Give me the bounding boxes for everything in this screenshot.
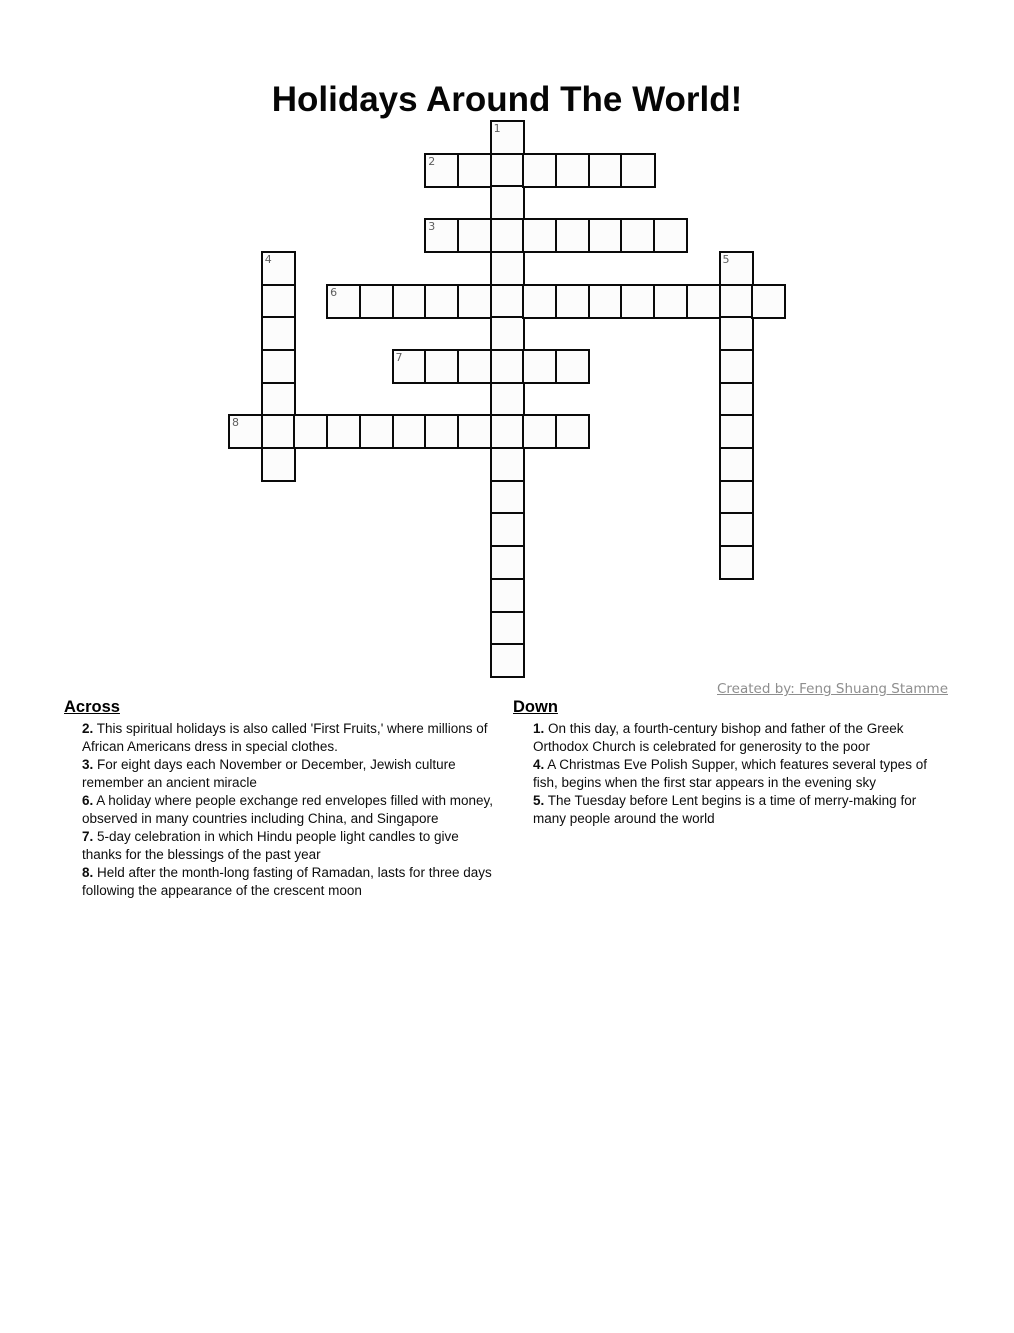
crossword-cell[interactable] [719,512,754,547]
clue-down-5 [533,792,948,828]
clue-number: 4. [533,757,545,772]
crossword-cell[interactable] [588,284,623,319]
across-clues [64,720,502,900]
down-clues [513,720,948,828]
crossword-cell[interactable] [261,349,296,384]
crossword-cell[interactable] [261,447,296,482]
crossword-cell[interactable] [555,153,590,188]
clue-text: Held after the month-long fasting of Ramadan, lasts for three days following the appearance of the crescent moon [82,865,492,898]
crossword-cell[interactable] [424,153,459,188]
crossword-cell[interactable] [653,218,688,253]
crossword-cell[interactable] [490,185,525,220]
crossword-cell[interactable] [588,218,623,253]
cell-number: 7 [395,350,403,364]
clue-across-6 [82,792,502,828]
crossword-cell[interactable] [392,414,427,449]
clue-down-1 [533,720,948,756]
clue-text: On this day, a fourth-century bishop and father of the Greek Orthodox Church is celebrated for generosity to the poor [533,721,904,754]
crossword-cell[interactable] [490,153,525,188]
crossword-cell[interactable] [490,349,525,384]
cell-number: 2 [428,154,436,168]
crossword-cell[interactable] [522,349,557,384]
crossword-cell[interactable] [522,414,557,449]
crossword-cell[interactable] [490,414,525,449]
crossword-grid [228,120,787,679]
crossword-cell[interactable] [522,284,557,319]
cell-number: 1 [493,122,501,135]
crossword-cell[interactable] [424,349,459,384]
crossword-cell[interactable] [490,218,525,253]
crossword-cell[interactable] [719,447,754,482]
crossword-cell[interactable] [490,382,525,417]
clue-number: 1. [533,721,545,736]
crossword-cell[interactable] [457,284,492,319]
crossword-cell[interactable] [751,284,786,319]
clue-text: The Tuesday before Lent begins is a time of merry-making for many people around the world [533,793,917,826]
across-heading: Across [64,698,120,716]
crossword-cell[interactable] [490,120,525,155]
crossword-cell[interactable] [555,349,590,384]
crossword-cell[interactable] [457,153,492,188]
crossword-cell[interactable] [293,414,328,449]
clue-number: 8. [82,865,94,880]
clue-number: 2. [82,721,94,736]
crossword-cell[interactable] [392,349,427,384]
crossword-cell[interactable] [719,251,754,286]
down-heading: Down [513,698,558,716]
clue-number: 3. [82,757,94,772]
across-section [64,698,509,900]
clue-text: A holiday where people exchange red envelopes filled with money, observed in many countries including China, and Singapore [82,793,494,826]
crossword-cell[interactable] [555,414,590,449]
crossword-cell[interactable] [719,382,754,417]
crossword-cell[interactable] [490,578,525,613]
cell-number: 8 [232,416,239,430]
crossword-cell[interactable] [457,414,492,449]
clue-text: This spiritual holidays is also called 'First Fruits,' where millions of African Americans dress in special clothes. [82,721,488,754]
crossword-cell[interactable] [719,414,754,449]
crossword-cell[interactable] [490,480,525,515]
crossword-cell[interactable] [719,284,754,319]
crossword-cell[interactable] [490,316,525,351]
crossword-cell[interactable] [490,545,525,580]
cell-number: 3 [428,220,436,234]
crossword-cell[interactable] [228,414,263,449]
cell-number: 5 [722,252,730,266]
crossword-cell[interactable] [490,284,525,319]
crossword-cell[interactable] [261,414,296,449]
crossword-cell[interactable] [522,218,557,253]
crossword-cell[interactable] [326,414,361,449]
crossword-cell[interactable] [424,218,459,253]
cell-number: 6 [330,285,338,299]
crossword-cell[interactable] [555,218,590,253]
crossword-cell[interactable] [424,414,459,449]
crossword-cell[interactable] [588,153,623,188]
clue-across-3 [82,756,502,792]
down-section [513,698,953,828]
crossword-cell[interactable] [719,316,754,351]
clue-text: A Christmas Eve Polish Supper, which features several types of fish, begins when the first star appears in the evening sky [533,757,927,790]
crossword-cell[interactable] [490,447,525,482]
crossword-cell[interactable] [359,414,394,449]
crossword-cell[interactable] [620,153,655,188]
crossword-cell[interactable] [719,545,754,580]
cell-number: 4 [264,252,272,266]
crossword-cell[interactable] [326,284,361,319]
crossword-cell[interactable] [457,218,492,253]
clue-down-4 [533,756,948,792]
clue-text: 5-day celebration in which Hindu people light candles to give thanks for the blessings of the past year [82,829,459,862]
crossword-cell[interactable] [490,251,525,286]
crossword-cell[interactable] [522,153,557,188]
clue-across-8 [82,864,502,900]
crossword-cell[interactable] [653,284,688,319]
crossword-cell[interactable] [261,382,296,417]
page-title: Holidays Around The World! [271,80,743,119]
clue-number: 5. [533,793,545,808]
crossword-cell[interactable] [719,480,754,515]
crossword-cell[interactable] [620,218,655,253]
clue-across-2 [82,720,502,756]
crossword-cell[interactable] [457,349,492,384]
clue-text: For eight days each November or December, Jewish culture remember an ancient miracle [82,757,456,790]
crossword-cell[interactable] [261,251,296,286]
clue-number: 7. [82,829,94,844]
crossword-cell[interactable] [359,284,394,319]
clue-number: 6. [82,793,94,808]
crossword-cell[interactable] [490,611,525,646]
crossword-cell[interactable] [686,284,721,319]
clue-across-7 [82,828,502,864]
crossword-cell[interactable] [261,284,296,319]
crossword-cell[interactable] [490,512,525,547]
crossword-cell[interactable] [719,349,754,384]
crossword-cell[interactable] [261,316,296,351]
crossword-cell[interactable] [490,643,525,678]
crossword-cell[interactable] [392,284,427,319]
credit-link[interactable]: Created by: Feng Shuang Stamme [717,681,948,697]
crossword-cell[interactable] [424,284,459,319]
crossword-cell[interactable] [620,284,655,319]
crossword-cell[interactable] [555,284,590,319]
